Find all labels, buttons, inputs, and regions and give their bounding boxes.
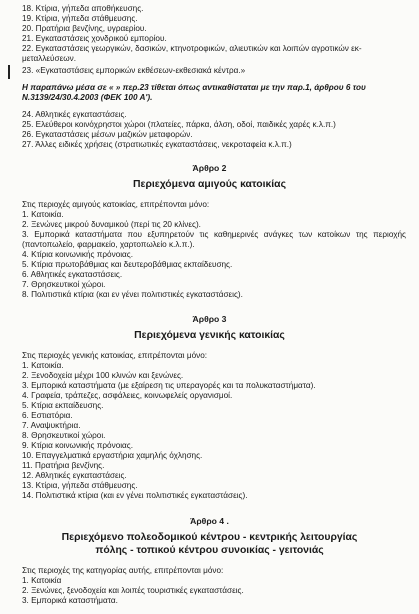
list-item: 3. Εμπορικά καταστήματα. <box>22 596 118 605</box>
article-heading: Περιεχόμενα γενικής κατοικίας <box>134 330 285 341</box>
list-item: 2. Ξενώνες, ξενοδοχεία και λοιπές τουριστικές εγκαταστάσεις. <box>22 586 244 595</box>
article-label: Άρθρο 4 . <box>190 516 229 526</box>
list-item: 11. Πρατήρια βενζίνης. <box>22 461 105 470</box>
amendment-note: Η παραπάνω μέσα σε « » περ.23 τίθεται όπως αντικαθίσταται με την παρ.1, άρθρου 6 του <box>22 83 366 92</box>
list-item: 22. Εγκαταστάσεις γεωργικών, δασικών, κτηνοτροφικών, αλιευτικών και λοιπών αγροτικών εκ- <box>22 44 362 53</box>
list-item: 5. Κτίρια εκπαίδευσης. <box>22 401 104 410</box>
list-item: 21. Εγκαταστάσεις χονδρικού εμπορίου. <box>22 34 167 43</box>
list-item: 23. «Εγκαταστάσεις εμπορικών εκθέσεων-εκθεσιακά κέντρα.» <box>22 66 246 75</box>
list-item-continuation: μεταλλεύσεων. <box>22 54 76 63</box>
list-item: 27. Άλλες ειδικές χρήσεις (στρατιωτικές εγκαταστάσεις, νεκροταφεία κ.λ.π.) <box>22 140 292 149</box>
list-item: 4. Κτίρια κοινωνικής πρόνοιας. <box>22 250 134 259</box>
list-item: 9. Κτίρια κοινωνικής πρόνοιας. <box>22 441 134 450</box>
list-item: 2. Ξενοδοχεία μέχρι 100 κλινών και ξενώνες. <box>22 371 184 380</box>
list-item: 24. Αθλητικές εγκαταστάσεις. <box>22 110 127 119</box>
list-item: 20. Πρατήρια βενζίνης, υγραερίου. <box>22 24 147 33</box>
list-item: 8. Πολιτιστικά κτίρια (και εν γένει πολιτιστικές εγκαταστάσεις). <box>22 290 243 299</box>
list-item: 12. Αθλητικές εγκαταστάσεις. <box>22 471 127 480</box>
list-item: 14. Πολιτιστικά κτίρια (και εν γένει πολιτιστικές εγκαταστάσεις). <box>22 491 248 500</box>
article-intro: Στις περιοχές της κατηγορίας αυτής, επιτρέπονται μόνο: <box>22 566 224 575</box>
list-item: 7. Θρησκευτικοί χώροι. <box>22 280 106 289</box>
article-label: Άρθρο 3 <box>192 314 227 324</box>
article-intro: Στις περιοχές αμιγούς κατοικίας, επιτρέπονται μόνο: <box>22 200 210 209</box>
list-item: 5. Κτίρια πρωτοβάθμιας και δευτεροβάθμιας εκπαίδευσης. <box>22 260 233 269</box>
article-heading: πόλης - τοπικού κέντρου συνοικίας - γειτονιάς <box>95 545 324 556</box>
amendment-note: Ν.3139/24/30.4.2003 (ΦΕΚ 100 Α'). <box>22 93 153 102</box>
list-item: 8. Θρησκευτικοί χώροι. <box>22 431 106 440</box>
article-intro: Στις περιοχές γενικής κατοικίας, επιτρέπονται μόνο: <box>22 351 208 360</box>
list-item: 7. Αναψυκτήρια. <box>22 421 81 430</box>
list-item: 1. Κατοικία <box>22 576 62 585</box>
revision-bar <box>8 65 10 79</box>
list-item: 6. Αθλητικές εγκαταστάσεις. <box>22 270 123 279</box>
list-item: 6. Εστιατόρια. <box>22 411 73 420</box>
list-item: 3. Εμπορικά καταστήματα που εξυπηρετούν τις καθημερινές ανάγκες των κατοίκων της περιοχής (παντοπωλείο, φαρμακείο, χαρτοπωλείο κ.λ.π.). <box>22 230 406 250</box>
list-item: 4. Γραφεία, τράπεζες, ασφάλειες, κοινωφελείς οργανισμοί. <box>22 391 233 400</box>
list-item: 25. Ελεύθεροι κοινόχρηστοι χώροι (πλατείες, πάρκα, άλση, οδοί, παιδικές χαρές κ.λ.π.) <box>22 120 336 129</box>
article-label: Άρθρο 2 <box>192 163 227 173</box>
list-item: 3. Εμπορικά καταστήματα (με εξαίρεση τις υπεραγορές και τα πολυκαταστήματα). <box>22 381 316 390</box>
list-item: 13. Κτίρια, γήπεδα στάθμευσης. <box>22 481 138 490</box>
list-item: 10. Επαγγελματικά εργαστήρια χαμηλής όχλησης. <box>22 451 203 460</box>
article-heading: Περιεχόμενα αμιγούς κατοικίας <box>133 179 286 190</box>
article-heading: Περιεχόμενο πολεοδομικού κέντρου - κεντρικής λειτουργίας <box>61 532 358 543</box>
list-item: 26. Εγκαταστάσεις μέσων μαζικών μεταφορών. <box>22 130 193 139</box>
list-item: 1. Κατοικία. <box>22 210 64 219</box>
list-item: 1. Κατοικία. <box>22 361 64 370</box>
list-item: 19. Κτίρια, γήπεδα στάθμευσης. <box>22 14 138 23</box>
list-item: 2. Ξενώνες μικρού δυναμικού (περί τις 20 κλίνες). <box>22 220 201 229</box>
list-item: 18. Κτίρια, γήπεδα αποθήκευσης. <box>22 4 144 13</box>
